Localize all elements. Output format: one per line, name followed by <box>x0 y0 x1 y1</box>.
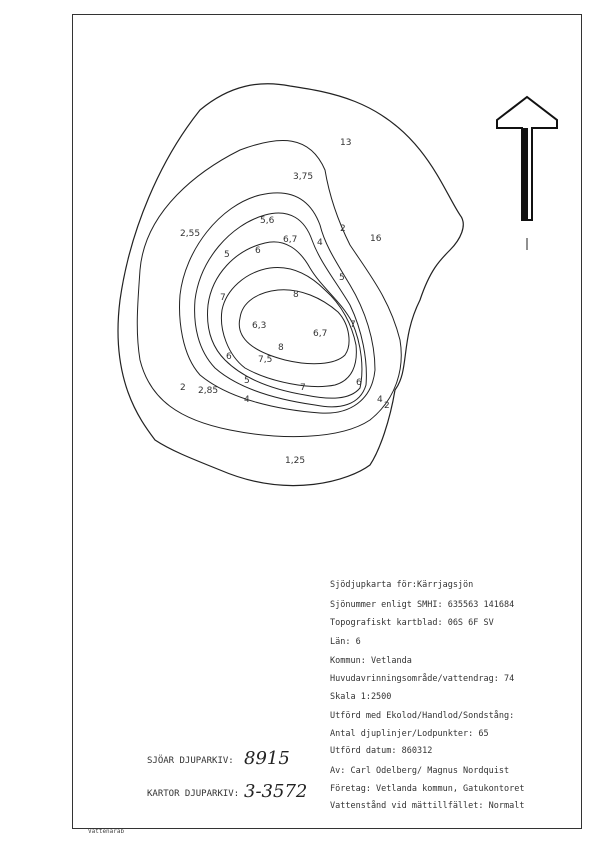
contour-label: 5 <box>224 250 230 260</box>
contour-label: 4 <box>377 395 383 405</box>
contour-2 <box>137 140 401 436</box>
contour-label: 4 <box>244 395 250 405</box>
sjoar-archive-label: SJÖAR DJUPARKIV: <box>147 756 234 766</box>
north-arrow-icon <box>497 97 557 250</box>
contour-label: 7 <box>300 383 306 393</box>
info-county: Län: 6 <box>330 637 361 647</box>
info-water-level: Vattenstånd vid mättillfället: Normalt <box>330 801 525 811</box>
contour-label: 5 <box>339 273 345 283</box>
contour-label: 3,75 <box>293 172 314 182</box>
contour-label: 6,7 <box>313 329 328 339</box>
info-company: Företag: Vetlanda kommun, Gatukontoret <box>330 784 525 794</box>
contour-label: 5,6 <box>260 216 275 226</box>
info-lake-name: Sjödjupkarta för:Kärrjagsjön <box>330 580 474 590</box>
contour-label: 1,25 <box>285 456 306 466</box>
contour-label: 13 <box>340 138 352 148</box>
info-municipality: Kommun: Vetlanda <box>330 656 412 666</box>
contour-label: 5 <box>244 376 250 386</box>
info-map-sheet: Topografiskt kartblad: 06S 6F SV <box>330 618 494 628</box>
contour-label: 2,85 <box>198 386 219 396</box>
info-soundings: Antal djuplinjer/Lodpunkter: 65 <box>330 729 489 739</box>
kartor-archive-label: KARTOR DJUPARKIV: <box>147 789 240 799</box>
kartor-archive-value: 3-3572 <box>244 781 308 802</box>
info-catchment: Huvudavrinningsområde/vattendrag: 74 <box>330 674 515 684</box>
contour-label: 6,3 <box>252 321 267 331</box>
contour-label: 4 <box>317 238 323 248</box>
contour-label: 2 <box>180 383 186 393</box>
info-method: Utförd med Ekolod/Handlod/Sondstång: <box>330 711 515 721</box>
contour-label: 6,7 <box>283 235 298 245</box>
footer-mark: Vattenarab <box>88 828 125 835</box>
contour-label: 7,5 <box>258 355 273 365</box>
contour-label: 7 <box>350 320 356 330</box>
contour-label: 16 <box>370 234 382 244</box>
contour-label: 6 <box>226 352 232 362</box>
info-lake-number: Sjönummer enligt SMHI: 635563 141684 <box>330 600 515 610</box>
sjoar-archive-value: 8915 <box>244 748 290 769</box>
contour-label: 6 <box>356 378 362 388</box>
contour-7 <box>221 267 356 386</box>
contour-label: 2 <box>384 401 390 411</box>
contour-label: 2 <box>340 224 346 234</box>
info-date: Utförd datum: 860312 <box>330 746 433 756</box>
info-surveyors: Av: Carl Odelberg/ Magnus Nordquist <box>330 766 510 776</box>
contour-label: 2,55 <box>180 229 201 239</box>
contour-label: 8 <box>293 290 299 300</box>
info-scale: Skala 1:2500 <box>330 692 392 702</box>
contour-label: 7 <box>220 293 226 303</box>
contour-label: 6 <box>255 246 261 256</box>
contour-label: 8 <box>278 343 284 353</box>
shoreline <box>118 84 463 486</box>
